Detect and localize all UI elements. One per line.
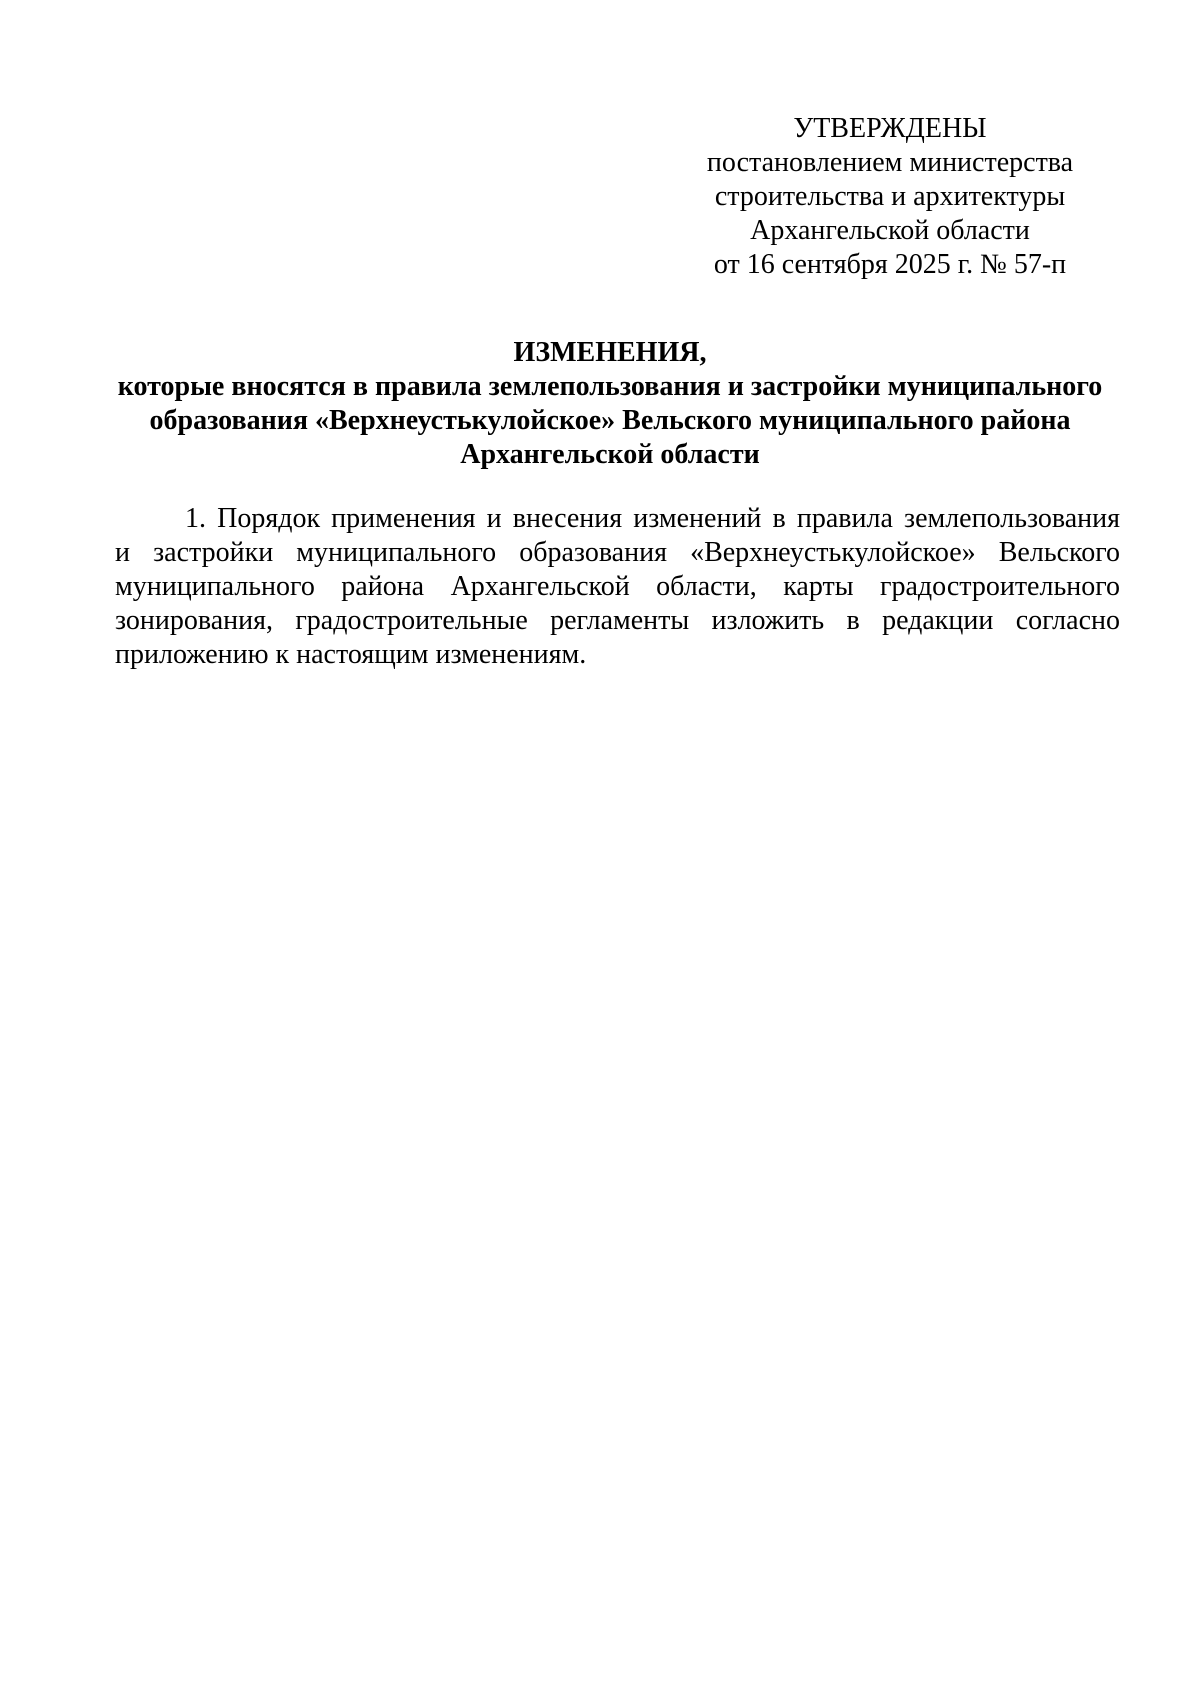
- title-subtitle-line: Архангельской области: [460, 439, 760, 470]
- paragraph-line: 1. Порядок применения и внесения изменений в правила землепользования: [185, 503, 1120, 534]
- title-subtitle-line: образования «Верхнеустькулойское» Вельского муниципального района: [149, 405, 1071, 436]
- paragraph-line: и застройки муниципального образования «Верхнеустькулойское» Вельского: [115, 537, 1120, 568]
- paragraph-line: зонирования, градостроительные регламенты изложить в редакции согласно: [115, 605, 1120, 636]
- approval-stamp: [690, 112, 1090, 282]
- title-subtitle-line: которые вносятся в правила землепользования и застройки муниципального: [117, 371, 1103, 402]
- approval-line: постановлением министерства: [706, 147, 1074, 178]
- document-title: [100, 336, 1120, 472]
- paragraph-line: приложению к настоящим изменениям.: [115, 639, 587, 670]
- approval-heading: УТВЕРЖДЕНЫ: [793, 113, 987, 144]
- paragraph-1: [115, 502, 1120, 672]
- approval-line: Архангельской области: [750, 215, 1030, 246]
- title-heading: ИЗМЕНЕНИЯ,: [513, 337, 707, 368]
- paragraph-line: муниципального района Архангельской области, карты градостроительного: [115, 571, 1120, 602]
- approval-line: строительства и архитектуры: [714, 181, 1066, 212]
- approval-date: от 16 сентября 2025 г. № 57-п: [713, 249, 1067, 280]
